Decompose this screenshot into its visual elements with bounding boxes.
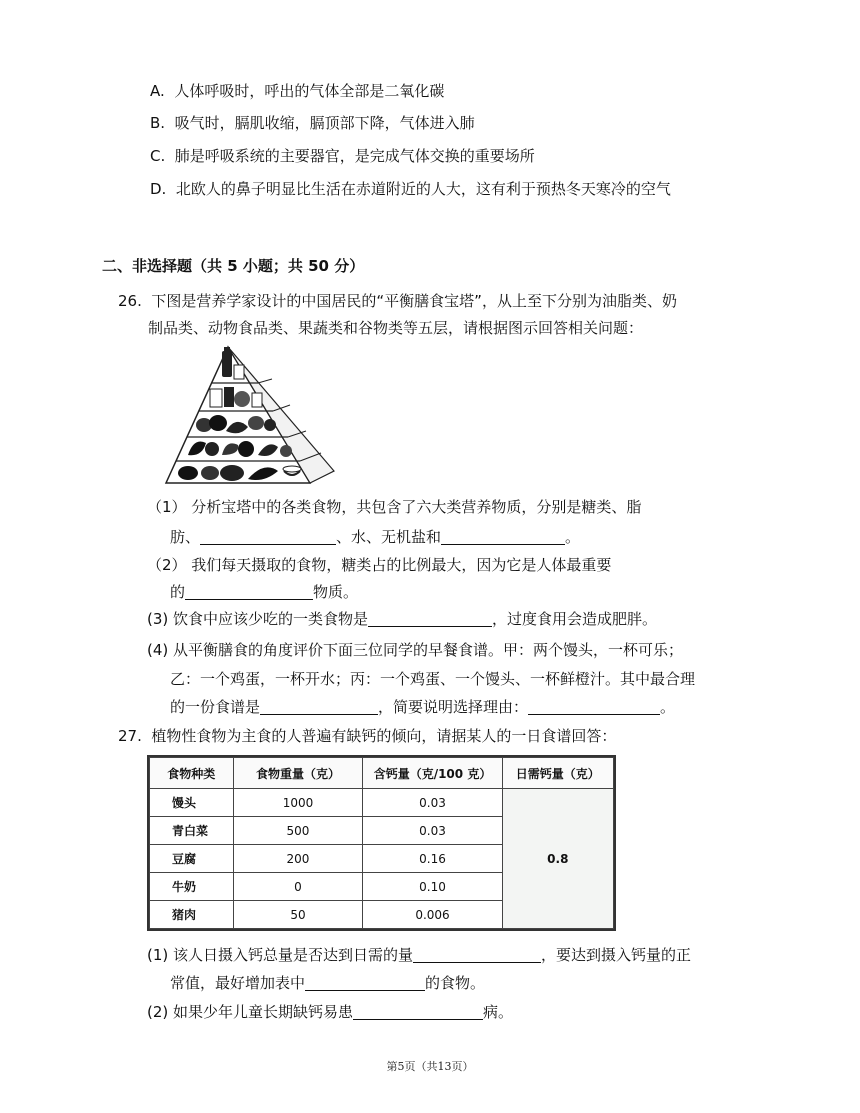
answer-blank-1[interactable] — [200, 528, 336, 545]
q26-intro-line2: 制品类、动物食品类、果蔬类和谷物类等五层，请根据图示回答相关问题： — [148, 319, 644, 337]
table-header-cell: 食物种类 — [150, 758, 234, 789]
answer-blank-6[interactable] — [528, 698, 660, 715]
answer-blank-7[interactable] — [413, 946, 541, 963]
q27-number: 27. — [118, 727, 142, 745]
q27-intro-text: 植物性食物为主食的人普遍有缺钙的倾向，请据某人的一日食谱回答： — [151, 727, 617, 745]
option-a — [150, 81, 444, 101]
table-cell: 猪肉 — [150, 901, 234, 929]
food-pyramid-image — [160, 343, 336, 491]
answer-blank-9[interactable] — [353, 1003, 483, 1020]
calcium-table — [147, 755, 616, 931]
answer-blank-5[interactable] — [260, 698, 378, 715]
option-b-text: 吸气时，膈肌收缩，膈顶部下降，气体进入肺 — [174, 114, 475, 132]
q26-sub3-line — [147, 609, 657, 629]
option-d-letter: D. — [150, 180, 167, 198]
q26-number: 26. — [118, 292, 142, 310]
q26-sub4-line2: 乙：一个鸡蛋，一杯开水；丙：一个鸡蛋、一个馒头、一杯鲜橙汁。其中最合理 — [170, 670, 696, 688]
q27-sub1-line1 — [147, 945, 691, 965]
table-cell: 0.006 — [363, 901, 502, 929]
table-cell: 青白菜 — [150, 817, 234, 845]
q27-sub2-text-a: (2) 如果少年儿童长期缺钙易患 — [147, 1003, 354, 1021]
option-b — [150, 113, 475, 133]
q26-sub3-text-b: ，过度食用会造成肥胖。 — [492, 610, 658, 628]
section-title: 二、非选择题（共 5 小题；共 50 分） — [102, 257, 365, 275]
answer-blank-3[interactable] — [185, 583, 313, 600]
q26-sub4-line3 — [170, 697, 675, 717]
table-header-cell: 日需钙量（克） — [502, 758, 613, 789]
option-b-letter: B. — [150, 114, 166, 132]
option-d-text: 北欧人的鼻子明显比生活在赤道附近的人大，这有利于预热冬天寒冷的空气 — [175, 180, 671, 198]
q26-sub4-text-a: 的一份食谱是 — [170, 698, 261, 716]
table-cell: 馒头 — [150, 789, 234, 817]
q26-sub1-line2 — [170, 527, 580, 547]
q26-sub4-text-b: ，简要说明选择理由： — [378, 698, 529, 716]
table-cell: 豆腐 — [150, 845, 234, 873]
table-header-cell: 食物重量（克） — [233, 758, 363, 789]
table-cell: 0.10 — [363, 873, 502, 901]
page-footer: 第5页（共13页） — [386, 1060, 474, 1073]
q27-sub1-text-b: ，要达到摄入钙量的正 — [541, 946, 692, 964]
daily-need-cell: 0.8 — [502, 789, 613, 929]
table-cell: 0 — [233, 873, 363, 901]
q27-intro — [118, 726, 616, 746]
table-header-row — [150, 758, 614, 789]
table-row — [150, 789, 614, 817]
option-c-text: 肺是呼吸系统的主要器官，是完成气体交换的重要场所 — [174, 147, 535, 165]
answer-blank-4[interactable] — [368, 610, 492, 627]
table-cell: 50 — [233, 901, 363, 929]
q26-sub4-text-c: 。 — [660, 698, 676, 716]
q26-sub3-text-a: (3) 饮食中应该少吃的一类食物是 — [147, 610, 369, 628]
option-c-letter: C. — [150, 147, 166, 165]
table-header-cell: 含钙量（克/100 克） — [363, 758, 502, 789]
q27-sub2-text-b: 病。 — [483, 1003, 514, 1021]
q26-sub4-line1: (4) 从平衡膳食的角度评价下面三位同学的早餐食谱。甲：两个馒头，一杯可乐； — [147, 641, 684, 659]
q26-sub2-text-b: 物质。 — [313, 583, 359, 601]
option-c — [150, 146, 535, 166]
q26-sub1-text-a: 肪、 — [170, 528, 201, 546]
q26-sub1-line1: （1） 分析宝塔中的各类食物，共包含了六大类营养物质，分别是糖类、脂 — [147, 498, 642, 516]
table-cell: 0.03 — [363, 789, 502, 817]
q27-sub2-line — [147, 1002, 513, 1022]
table-cell: 牛奶 — [150, 873, 234, 901]
q26-sub1-text-b: 、水、无机盐和 — [336, 528, 442, 546]
q26-sub2-text-a: 的 — [170, 583, 186, 601]
answer-blank-8[interactable] — [305, 974, 425, 991]
table-cell: 500 — [233, 817, 363, 845]
q26-sub1-text-c: 。 — [565, 528, 581, 546]
option-a-text: 人体呼吸时，呼出的气体全部是二氧化碳 — [174, 82, 445, 100]
table-cell: 1000 — [233, 789, 363, 817]
table-cell: 0.03 — [363, 817, 502, 845]
q27-sub1-text-a: (1) 该人日摄入钙总量是否达到日需的量 — [147, 946, 414, 964]
q26-sub2-line2 — [170, 582, 358, 602]
option-d — [150, 179, 671, 199]
option-a-letter: A. — [150, 82, 165, 100]
q27-sub1-text-d: 的食物。 — [425, 974, 486, 992]
q27-sub1-text-c: 常值，最好增加表中 — [170, 974, 306, 992]
answer-blank-2[interactable] — [441, 528, 565, 545]
table-cell: 0.16 — [363, 845, 502, 873]
q27-sub1-line2 — [170, 973, 485, 993]
table-cell: 200 — [233, 845, 363, 873]
q26-intro-line1 — [118, 291, 677, 311]
q26-intro-text1: 下图是营养学家设计的中国居民的“平衡膳食宝塔”，从上至下分别为油脂类、奶 — [151, 292, 677, 310]
q26-sub2-line1: （2） 我们每天摄取的食物，糖类占的比例最大，因为它是人体最重要 — [147, 556, 612, 574]
